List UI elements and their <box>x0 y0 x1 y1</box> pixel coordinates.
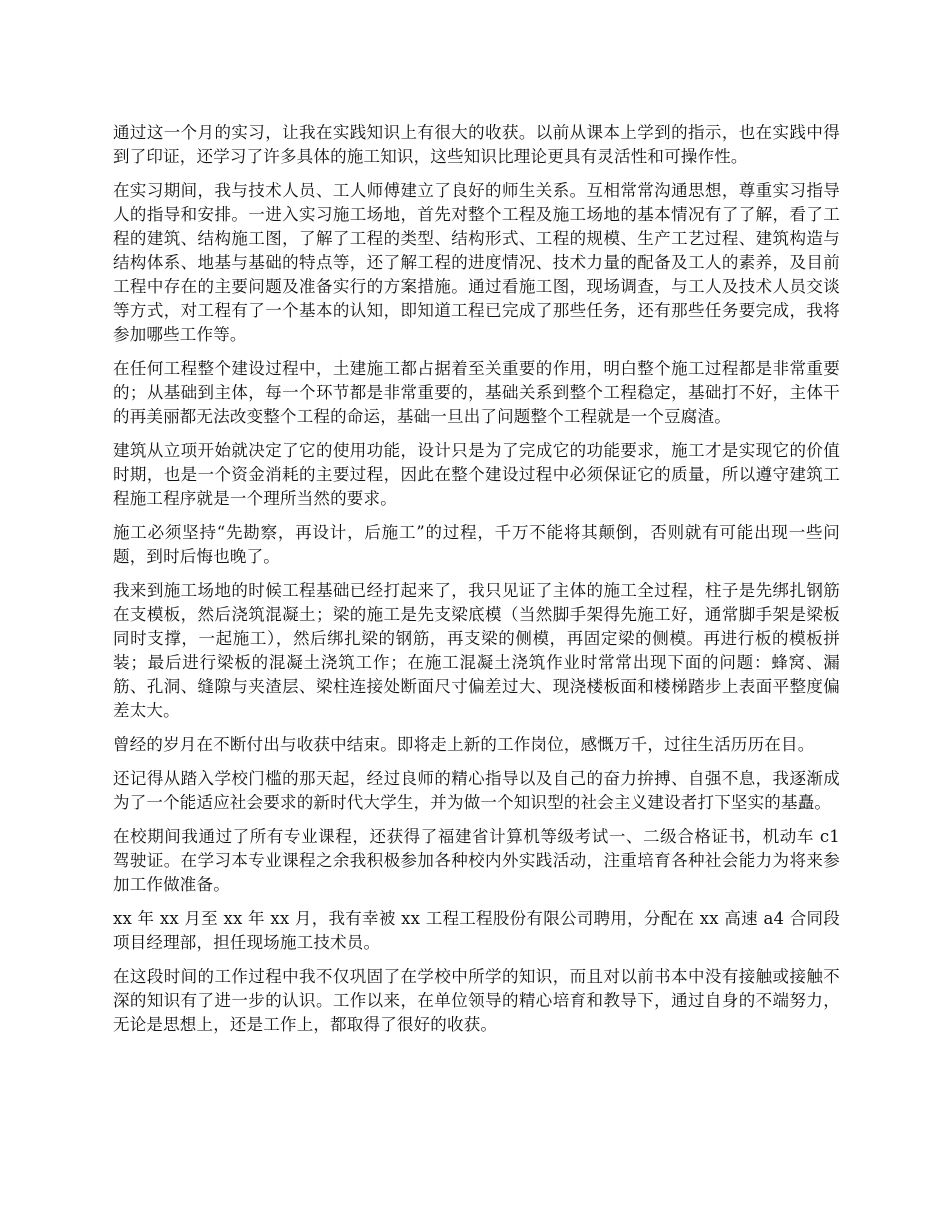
paragraph-construction-value: 建筑从立项开始就决定了它的使用功能，设计只是为了完成它的功能要求，施工才是实现它的价值时期，也是一个资金消耗的主要过程，因此在整个建设过程中必须保证它的质量，所以遵守建筑工程施工程序就是一个理所当然的要求。 <box>113 441 840 508</box>
document-body <box>113 121 840 1047</box>
paragraph-certificates: 在校期间我通过了所有专业课程，还获得了福建省计算机等级考试一、二级合格证书，机动车 c1 驾驶证。在学习本专业课程之余我积极参加各种校内外实践活动，注重培育各种社会能力为将来参加工作做准备。 <box>113 827 840 894</box>
paragraph-school-memory: 还记得从踏入学校门槛的那天起，经过良师的精心指导以及自己的奋力拚搏、自强不息，我逐渐成为了一个能适应社会要求的新时代大学生，并为做一个知识型的社会主义建设者打下坚实的基矗。 <box>113 769 840 812</box>
paragraph-site-process: 我来到施工场地的时候工程基础已经打起来了，我只见证了主体的施工全过程，柱子是先绑扎钢筋在支模板，然后浇筑混凝土；梁的施工是先支梁底模（当然脚手架得先施工好，通常脚手架是梁板同时支撑，一起施工），然后绑扎梁的钢筋，再支梁的侧模，再固定梁的侧模。再进行板的模板拼装；最后进行梁板的混凝土浇筑工作；在施工混凝土浇筑作业时常常出现下面的问题：蜂窝、漏筋、孔洞、缝隙与夹渣层、梁柱连接处断面尺寸偏差过大、现浇楼板面和楼梯踏步上表面平整度偏差太大。 <box>113 581 840 720</box>
paragraph-procedure: 施工必须坚持“先勘察，再设计，后施工”的过程，千万不能将其颠倒，否则就有可能出现一些问题，到时后悔也晚了。 <box>113 523 840 566</box>
paragraph-employment: xx 年 xx 月至 xx 年 xx 月，我有幸被 xx 工程工程股份有限公司聘用，分配在 xx 高速 a4 合同段项目经理部，担任现场施工技术员。 <box>113 909 840 952</box>
paragraph-past-years: 曾经的岁月在不断付出与收获中结束。即将走上新的工作岗位，感慨万千，过往生活历历在目。 <box>113 735 815 754</box>
paragraph-foundation-importance: 在任何工程整个建设过程中，土建施工都占据着至关重要的作用，明白整个施工过程都是非常重要的；从基础到主体，每一个环节都是非常重要的，基础关系到整个工程稳定，基础打不好，主体干的再美丽都无法改变整个工程的命运，基础一旦出了问题整个工程就是一个豆腐渣。 <box>113 359 840 426</box>
paragraph-internship-summary: 通过这一个月的实习，让我在实践知识上有很大的收获。以前从课本上学到的指示，也在实践中得到了印证，还学习了许多具体的施工知识，这些知识比理论更具有灵活性和可操作性。 <box>113 123 840 166</box>
paragraph-work-gains: 在这段时间的工作过程中我不仅巩固了在学校中所学的知识，而且对以前书本中没有接触或接触不深的知识有了进一步的认识。工作以来，在单位领导的精心培育和教导下，通过自身的不端努力，无论是思想上，还是工作上，都取得了很好的收获。 <box>113 967 840 1034</box>
paragraph-relationships: 在实习期间，我与技术人员、工人师傅建立了良好的师生关系。互相常常沟通思想，尊重实习指导人的指导和安排。一进入实习施工场地，首先对整个工程及施工场地的基本情况有了了解，看了工程的建筑、结构施工图，了解了工程的类型、结构形式、工程的规模、生产工艺过程、建筑构造与结构体系、地基与基础的特点等，还了解工程的进度情况、技术力量的配备及工人的素养，及目前工程中存在的主要问题及准备实行的方案措施。通过看施工图，现场调查，与工人及技术人员交谈等方式，对工程有了一个基本的认知，即知道工程已完成了那些任务，还有那些任务要完成，我将参加哪些工作等。 <box>113 181 840 344</box>
